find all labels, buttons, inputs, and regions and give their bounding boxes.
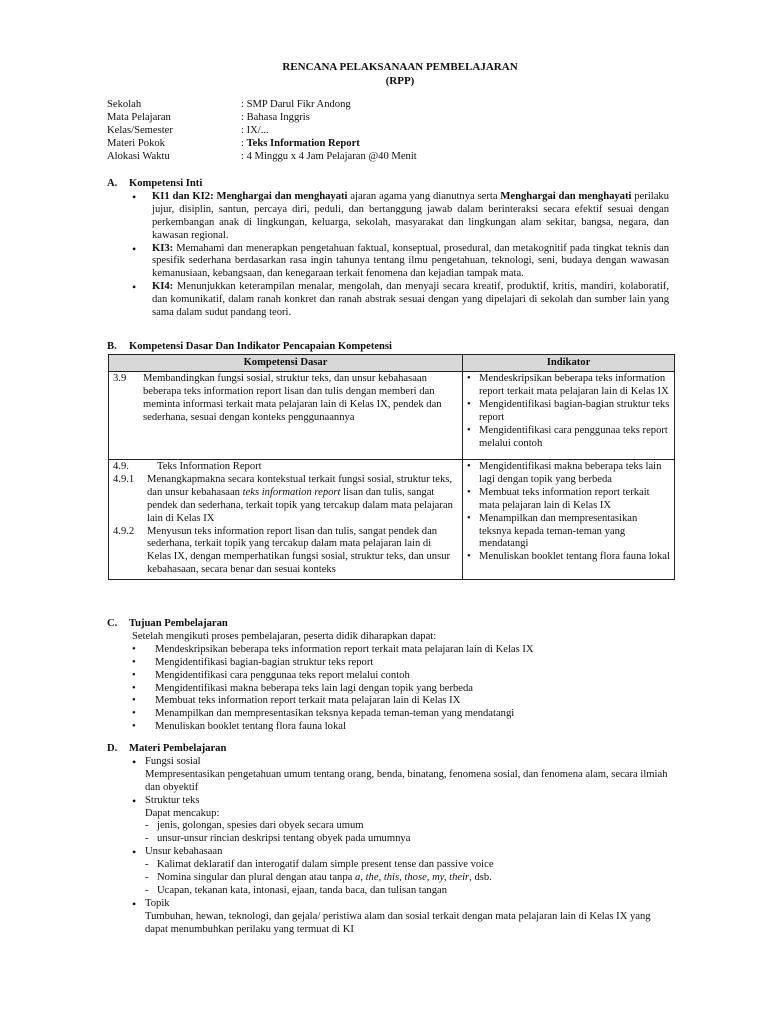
meta-value: : SMP Darul Fikr Andong: [241, 99, 351, 110]
list-item-italic: a, the, this, those, my, their: [354, 872, 470, 884]
unsur-list: [107, 859, 673, 898]
meta-row-sekolah: [107, 99, 417, 112]
section-title: Kompetensi Dasar Dan Indikator Pencapaian Kompetensi: [129, 341, 393, 352]
kd-text-part: Menangkapmakna secara kontekstual terkait fungsi sosial, struktur teks, dan unsur kebahasaan: [147, 473, 453, 498]
ki-label: KI1 dan KI2:: [152, 190, 214, 202]
table-row: [109, 372, 675, 460]
title-line-2: (RPP): [385, 75, 415, 87]
section-kompetensi-inti: [107, 178, 669, 320]
kd-number: 3.9: [113, 373, 127, 384]
list-item: - Ucapan, tekanan kata, intonasi, ejaan, tanda baca, dan tulisan tangan: [145, 885, 673, 898]
meta-row-kelas-semester: [107, 125, 417, 138]
kd-text: Teks Information Report: [157, 461, 262, 472]
materi-label: Topik: [145, 897, 170, 909]
meta-value: : Bahasa Inggris: [241, 111, 310, 123]
ki-text: perilaku jujur, disiplin, santun, percaya diri, peduli, dan bertanggung jawab dalam berinteraksi secara efektif sesuai dengan perkembangan anak di lingkungan, keluarga, sekolah, masyarakat dan lingkungan alam sekitar, bangsa, negara, dan kawasan regional.: [152, 190, 669, 241]
materi-text: Dapat mencakup:: [145, 807, 220, 819]
kd-number: 4.9.2: [113, 525, 135, 537]
bullet-icon: •: [132, 845, 137, 860]
section-letter: D.: [107, 743, 118, 754]
meta-row-alokasi-waktu: [107, 151, 417, 164]
ki-text: ajaran agama yang dianutnya serta: [347, 190, 501, 202]
meta-value-bold: Teks Information Report: [246, 137, 360, 149]
list-item: • Menampilkan dan mempresentasikan teksnya kepada teman-teman yang mendatangi: [107, 708, 669, 721]
ki-bold: Menghargai dan menghayati: [216, 190, 348, 202]
indikator-cell: [463, 372, 675, 460]
kd-cell: [109, 460, 463, 580]
meta-value: : IX/...: [241, 124, 269, 136]
ki-bold: Menghargai dan menghayati: [500, 190, 632, 202]
column-header-indikator: Indikator: [463, 355, 675, 372]
materi-item-topik: [107, 898, 673, 911]
kd-text: Membandingkan fungsi sosial, struktur teks, dan unsur kebahasaan beberapa teks information report lisan dan tulis dengan memberi dan meminta informasi terkait mata pelajaran lain di Kelas IX, pendek dan sederhana, sesuai dengan konteks penggunaannya: [143, 373, 442, 423]
kd-number: 4.9.: [113, 461, 129, 472]
kd-cell: [109, 372, 463, 460]
list-item: [145, 872, 673, 885]
section-kompetensi-dasar-heading: [107, 341, 669, 354]
bullet-icon: •: [132, 754, 137, 769]
materi-label: Unsur kebahasaan: [145, 846, 223, 858]
indikator-list: [467, 373, 670, 450]
ki-text: Menunjukkan keterampilan menalar, mengolah, dan menyaji secara kreatif, produktif, kritis, mandiri, kolaboratif, dan komunikatif, dalam ranah konkret dan ranah abstrak sesuai dengan yang dipelajari di sekolah dan sumber lain yang sama dalam sudut pandang teori.: [152, 281, 669, 319]
ki-label: KI3:: [152, 242, 174, 254]
meta-value-prefix: :: [241, 137, 247, 149]
materi-item-struktur-teks: [107, 795, 673, 808]
list-item: - Kalimat deklaratif dan interogatif dalam simple present tense dan passive voice: [145, 859, 673, 872]
materi-item-unsur-kebahasaan: [107, 846, 673, 859]
kd-text-part: lisan dan tulis, sangat pendek dan sederhana, terkait topik yang tercakup dalam mata pelajaran lain di Kelas IX: [147, 486, 453, 524]
ki-label: KI4:: [152, 281, 174, 293]
list-item: • Mengidentifikasi bagian-bagian struktur teks report: [467, 399, 670, 425]
section-materi-pembelajaran: [107, 743, 673, 937]
section-heading: [107, 178, 669, 191]
meta-value: [241, 138, 360, 151]
list-item: • Membuat teks information report terkait mata pelajaran lain di Kelas IX: [107, 695, 669, 708]
tujuan-intro: Setelah mengikuti proses pembelajaran, peserta didik diharapkan dapat:: [132, 630, 437, 642]
tujuan-list: [107, 644, 669, 734]
meta-key: Sekolah: [107, 99, 142, 110]
list-item-text: Nomina singular dan plural dengan atau tanpa: [157, 872, 355, 884]
meta-value: : 4 Minggu x 4 Jam Pelajaran @40 Menit: [241, 150, 417, 162]
list-item-text: , dsb.: [469, 872, 492, 884]
materi-label: Fungsi sosial: [145, 755, 201, 767]
section-letter: A.: [107, 178, 118, 189]
materi-label: Struktur teks: [145, 794, 200, 806]
ki-text: Memahami dan menerapkan pengetahuan faktual, konseptual, prosedural, dan metakognitif pada tingkat teknis dan spesifik sederhana berdasarkan rasa ingin tahunya tentang ilmu pengetahuan, teknologi, seni, budaya dengan wawasan kemanusiaan, kebangsaan, dan kenegaraan terkait fenomena dan kejadian tampak mata.: [152, 242, 669, 280]
list-item: - unsur-unsur rincian deskripsi tentang obyek pada umumnya: [145, 833, 673, 846]
ki-list: [107, 191, 669, 320]
meta-key: Materi Pokok: [107, 137, 165, 149]
meta-row-materi-pokok: [107, 138, 417, 151]
bullet-icon: •: [132, 793, 137, 808]
section-heading: [107, 341, 669, 354]
list-item-ki4: [107, 281, 669, 320]
kd-number: 4.9.1: [113, 473, 135, 485]
meta-key: Kelas/Semester: [107, 124, 173, 136]
struktur-list: [107, 820, 673, 846]
kd-indikator-table: [108, 354, 675, 580]
bullet-icon: •: [132, 896, 137, 911]
section-heading: [107, 743, 673, 756]
list-item: • Mengidentifikasi makna beberapa teks lain lagi dengan topik yang berbeda: [107, 683, 669, 696]
list-item: • Mendeskripsikan beberapa teks information report terkait mata pelajaran lain di Kelas IX: [467, 373, 670, 399]
list-item: • Mengidentifikasi makna beberapa teks lain lagi dengan topik yang berbeda: [467, 461, 670, 487]
list-item: • Mengidentifikasi cara penggunaa teks report melalui contoh: [107, 670, 669, 683]
list-item: • Menampilkan dan mempresentasikan teksnya kepada teman-teman yang mendatangi: [467, 513, 670, 552]
table-row: [109, 460, 675, 580]
materi-text: Mempresentasikan pengetahuan umum tentang orang, benda, binatang, fenomena sosial, dan fenomena alam, secara ilmiah dan obyektif: [145, 768, 668, 793]
meta-key: Mata Pelajaran: [107, 111, 171, 123]
indikator-cell: [463, 460, 675, 580]
document-title: [0, 60, 768, 88]
column-header-kompetensi-dasar: Kompetensi Dasar: [109, 355, 463, 372]
kd-text-italic: teks information report: [242, 486, 341, 498]
identity-block: [107, 99, 417, 163]
title-line-1: RENCANA PELAKSANAAN PEMBELAJARAN: [282, 61, 518, 73]
section-title: Materi Pembelajaran: [129, 743, 227, 754]
kd-text: [147, 474, 458, 526]
section-letter: C.: [107, 618, 118, 629]
list-item: • Menuliskan booklet tentang flora fauna lokal: [107, 721, 669, 734]
list-item: • Membuat teks information report terkait mata pelajaran lain di Kelas IX: [467, 487, 670, 513]
list-item-ki3: [107, 243, 669, 282]
indikator-list: [467, 461, 670, 564]
meta-row-mata-pelajaran: [107, 112, 417, 125]
list-item: • Mengidentifikasi cara penggunaa teks report melalui contoh: [467, 425, 670, 451]
section-title: Kompetensi Inti: [129, 178, 203, 189]
list-item-ki12: [107, 191, 669, 243]
section-letter: B.: [107, 341, 117, 352]
list-item: - jenis, golongan, spesies dari obyek secara umum: [145, 820, 673, 833]
list-item: • Menuliskan booklet tentang flora fauna lokal: [467, 551, 670, 564]
section-title: Tujuan Pembelajaran: [129, 618, 228, 629]
section-tujuan-pembelajaran: [107, 618, 669, 734]
list-item: • Mengidentifikasi bagian-bagian struktur teks report: [107, 657, 669, 670]
materi-text: Tumbuhan, hewan, teknologi, dan gejala/ peristiwa alam dan sosial terkait dengan mata pelajaran lain di Kelas IX yang dapat menumbuhkan perilaku yang termuat di KI: [145, 910, 651, 935]
kd-text: Menyusun teks information report lisan dan tulis, sangat pendek dan sederhana, terkait topik yang tercakup dalam mata pelajaran lain di Kelas IX, dengan memperhatikan fungsi sosial, struktur teks, dan unsur kebahasaan, secara benar dan sesuai konteks: [147, 525, 451, 576]
section-heading: [107, 618, 669, 631]
meta-key: Alokasi Waktu: [107, 150, 170, 162]
materi-item-fungsi-sosial: [107, 756, 673, 769]
list-item: • Mendeskripsikan beberapa teks information report terkait mata pelajaran lain di Kelas IX: [107, 644, 669, 657]
